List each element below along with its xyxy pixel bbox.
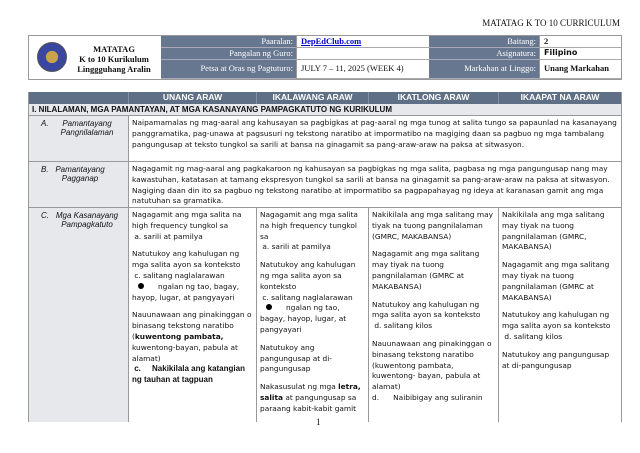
cell-text: ngalan ng tao, bagay, hayop, lugar, at pangyayari bbox=[132, 281, 240, 302]
petsa-value: JULY 7 – 11, 2025 (WEEK 4) bbox=[296, 60, 429, 79]
logo-cell bbox=[29, 36, 161, 79]
kasanayan-day3-cell bbox=[369, 208, 499, 422]
column-header-day3: IKATLONG ARAW bbox=[369, 92, 499, 104]
cell-text: panggramatika, pag-unawa at pagsusuri ng tekstong naratibo at impormatibo na magiging daan sa pagbuo ng mga tambalang pangungusap at teksto tungkol sa sarili at bansa na ginagamit sa pang-araw-araw na paksa at sitwasyon. bbox=[132, 128, 605, 149]
cell-text: Nagagamit ang mga salita na high frequency tungkol sa bbox=[132, 210, 242, 230]
row-number: B. bbox=[41, 165, 49, 174]
page-number: 1 bbox=[316, 417, 321, 427]
logo-line: MATATAG bbox=[93, 44, 135, 54]
row-number: C. bbox=[41, 211, 49, 220]
kasanayan-day4-cell bbox=[499, 208, 621, 422]
cell-text: c. salitang naglalarawan bbox=[134, 270, 225, 280]
cell-text: Natutukoy ang kahulugan ng mga salita ayon sa konteksto bbox=[132, 249, 241, 270]
cell-text: c. salitang naglalarawan bbox=[262, 292, 353, 302]
paaralan-label: Paaralan: bbox=[161, 36, 296, 48]
cell-text: Naipamamalas ng mag-aaral ang kahusayan sa pagbigkas at pag-aaral ng mga tunog at salita tungo sa papaunlad na kasanayang bbox=[132, 118, 617, 127]
column-header-day1: UNANG ARAW bbox=[129, 92, 257, 104]
cell-text: at pangungusap sa paraang kabit-kabit gamit bbox=[260, 392, 357, 413]
row-label-a bbox=[29, 116, 129, 162]
asignatura-label: Asignatura: bbox=[429, 48, 539, 60]
logo-line: K to 10 Kurikulum bbox=[79, 54, 149, 64]
row-label-b bbox=[29, 162, 129, 208]
pamantayang-pangnilalaman-cell bbox=[129, 116, 621, 162]
cell-text: c. bbox=[134, 364, 141, 374]
cell-text: Nakikilala ang mga salitang may tiyak na tuong pangnilalaman (GMRC, MAKABANSA) bbox=[502, 210, 605, 252]
cell-text: d. salitang kilos bbox=[504, 331, 563, 341]
guro-value[interactable] bbox=[296, 48, 429, 60]
cell-text: Nagagamit ang mga salitang may tiyak na tuong pangnilalaman (GMRC at MAKABANSA) bbox=[502, 260, 610, 302]
column-header-blank bbox=[29, 92, 129, 104]
school-link[interactable]: DepEdClub.com bbox=[301, 36, 362, 46]
cell-text: Nakikilala ang katangian ng tauhan at tagpuan bbox=[132, 364, 245, 385]
row-label-c bbox=[29, 208, 129, 422]
cell-text: ngalan ng tao, bagay, hayop, lugar, at pangyayari bbox=[260, 303, 347, 334]
logo-line: Linggguhang Aralin bbox=[77, 64, 151, 74]
paaralan-value bbox=[296, 36, 429, 48]
row-label-text: Pamantayang Pagganap bbox=[55, 165, 105, 183]
lesson-header bbox=[28, 35, 622, 80]
row-label-text: Mga Kasanayang Pampagkatuto bbox=[55, 211, 119, 229]
cell-text: Nagagamit ang mga salitang may tiyak na tuong pangnilalaman (GMRC at MAKABANSA) bbox=[372, 249, 480, 291]
logo-text bbox=[69, 44, 159, 74]
cell-text: d. bbox=[372, 392, 380, 402]
curriculum-title: MATATAG K TO 10 CURRICULUM bbox=[482, 18, 620, 28]
cell-text: Nakikilala ang mga salitang may tiyak na tuong pangnilalaman (GMRC, MAKABANSA) bbox=[372, 210, 493, 241]
cell-text: Nagagamit ang mga salita na high frequency tungkol sa bbox=[260, 210, 358, 241]
baitang-value: 2 bbox=[539, 36, 621, 48]
baitang-label: Baitang: bbox=[429, 36, 539, 48]
cell-text: Natutukoy ang kahulugan ng mga salita ayon sa konteksto bbox=[502, 310, 611, 331]
cell-text: Natutukoy ang kahulugan ng mga salita ayon sa konteksto bbox=[260, 260, 356, 291]
pamantayang-pagganap-cell: Nagagamit ng mag-aaral ang pagkakaroon ng kahusayan sa pagbigkas ng mga salita, pagbasa ng mga pangungusap nang may kawastuhan, katatasan at tamang ekspresyon tungkol sa sarili at bansa na ginagamit sa pang-araw-araw na paksa at sitwasyon. Nagiging daan din ito sa pagbuo ng tekstong naratibo at impormatibo sa pagpapahayag ng ideya at karanasan gamit ang mga natutuhan sa gramatika. bbox=[129, 162, 621, 208]
cell-text: Nakasusulat ng mga bbox=[260, 382, 339, 392]
deped-seal-icon bbox=[37, 42, 67, 72]
cell-text: Natutukoy ang pangungusap at di-pangungusap bbox=[502, 349, 610, 370]
kasanayan-day1-cell bbox=[129, 208, 257, 422]
section-title: I. NILALAMAN, MGA PAMANTAYAN, AT MGA KASANAYANG PAMPAGKATUTO NG KURIKULUM bbox=[29, 104, 621, 116]
lesson-table bbox=[28, 92, 622, 422]
cell-text-bold: kuwentong pambata, bbox=[134, 331, 224, 341]
cell-text: Natutukoy ang pangungusap at di-pangungusap bbox=[260, 342, 332, 374]
row-number: A. bbox=[41, 119, 49, 128]
cell-text: a. sarili at pamilya bbox=[134, 231, 203, 241]
cell-text: kuwentong-bayan, pabula at alamat) bbox=[132, 342, 238, 363]
guro-label: Pangalan ng Guro: bbox=[161, 48, 296, 60]
row-label-text: Pamantayang Pangnilalaman bbox=[60, 119, 114, 137]
cell-text: Naibibigay ang suliranin bbox=[393, 392, 483, 402]
cell-text: Nauunawaan ang pinakinggan o binasang tekstong naratibo ( bbox=[132, 310, 252, 341]
cell-text: a. sarili at pamilya bbox=[262, 242, 331, 252]
bullet-icon bbox=[266, 304, 272, 310]
column-header-day4: IKAAPAT NA ARAW bbox=[499, 92, 621, 104]
petsa-label: Petsa at Oras ng Pagtuturo: bbox=[161, 60, 296, 79]
cell-text: Natutukoy ang kahulugan ng mga salita ayon sa konteksto bbox=[372, 299, 481, 320]
kasanayan-day2-cell bbox=[257, 208, 369, 422]
asignatura-value: Filipino bbox=[539, 48, 621, 60]
cell-text: d. salitang kilos bbox=[374, 321, 433, 331]
markahan-value: Unang Markahan bbox=[539, 60, 621, 79]
cell-text-bold: letra, salita bbox=[260, 382, 361, 402]
markahan-label: Markahan at Linggo: bbox=[429, 60, 539, 79]
column-header-day2: IKALAWANG ARAW bbox=[257, 92, 369, 104]
bullet-icon bbox=[138, 283, 144, 289]
cell-text: Nauunawaan ang pinakinggan o binasang tekstong naratibo (kuwentong pambata, kuwentong- bayan, pabula at alamat) bbox=[372, 338, 492, 392]
